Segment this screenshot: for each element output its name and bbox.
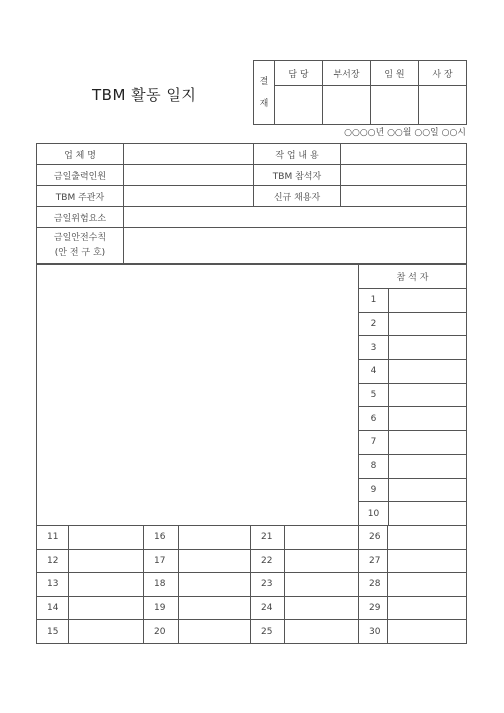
grid-number: 26 <box>359 526 388 550</box>
grid-number: 20 <box>144 620 179 644</box>
grid-signature[interactable] <box>285 573 359 597</box>
signature-box-dept-head[interactable] <box>323 86 371 125</box>
grid-signature[interactable] <box>388 620 467 644</box>
grid-number: 23 <box>251 573 285 597</box>
page-title: TBM 활동 일지 <box>92 86 197 104</box>
approval-label-2: 재 <box>259 98 269 109</box>
approval-table <box>253 60 467 125</box>
main-table <box>36 264 467 526</box>
grid-number: 19 <box>144 596 179 620</box>
attendee-number: 4 <box>359 360 389 384</box>
grid-signature[interactable] <box>179 526 251 550</box>
grid-signature[interactable] <box>179 573 251 597</box>
workers-label: 금일출력인원 <box>37 165 124 186</box>
safety-rules-label <box>37 228 124 264</box>
grid-signature[interactable] <box>285 549 359 573</box>
grid-signature[interactable] <box>285 596 359 620</box>
approval-header-president: 사 장 <box>419 61 467 86</box>
attendee-signature[interactable] <box>389 360 467 384</box>
company-field[interactable] <box>124 144 254 165</box>
safety-rules-label-line2: (안 전 구 호) <box>54 247 106 258</box>
grid-number: 22 <box>251 549 285 573</box>
grid-number: 17 <box>144 549 179 573</box>
attendee-signature[interactable] <box>389 407 467 431</box>
approval-header-dept-head: 부서장 <box>323 61 371 86</box>
grid-signature[interactable] <box>69 596 144 620</box>
grid-signature[interactable] <box>69 526 144 550</box>
attendee-number: 3 <box>359 336 389 360</box>
attendee-signature[interactable] <box>389 478 467 502</box>
grid-signature[interactable] <box>285 526 359 550</box>
info-table <box>36 143 467 264</box>
attendee-signature[interactable] <box>389 502 467 526</box>
signature-box-executive[interactable] <box>371 86 419 125</box>
new-hires-label: 신규 채용자 <box>254 186 341 207</box>
grid-number: 30 <box>359 620 388 644</box>
new-hires-field[interactable] <box>341 186 467 207</box>
attendee-number: 10 <box>359 502 389 526</box>
grid-number: 25 <box>251 620 285 644</box>
company-label: 업 체 명 <box>37 144 124 165</box>
attendee-number: 2 <box>359 312 389 336</box>
attendee-number: 9 <box>359 478 389 502</box>
grid-number: 12 <box>37 549 69 573</box>
grid-number: 13 <box>37 573 69 597</box>
grid-signature[interactable] <box>69 549 144 573</box>
grid-signature[interactable] <box>285 620 359 644</box>
tbm-content-area[interactable] <box>37 265 359 526</box>
approval-header-manager: 담 당 <box>275 61 323 86</box>
attendee-signature[interactable] <box>389 336 467 360</box>
attendee-number: 1 <box>359 289 389 313</box>
date-line: ○○○○년 ○○월 ○○일 ○○시 <box>344 128 466 138</box>
participants-field[interactable] <box>341 165 467 186</box>
approval-label-cell <box>254 61 275 125</box>
grid-number: 11 <box>37 526 69 550</box>
safety-rules-field[interactable] <box>124 228 467 264</box>
grid-signature[interactable] <box>388 526 467 550</box>
signature-box-manager[interactable] <box>275 86 323 125</box>
work-label: 작 업 내 용 <box>254 144 341 165</box>
signature-box-president[interactable] <box>419 86 467 125</box>
grid-number: 21 <box>251 526 285 550</box>
attendee-signature[interactable] <box>389 289 467 313</box>
grid-signature[interactable] <box>179 620 251 644</box>
grid-number: 18 <box>144 573 179 597</box>
grid-signature[interactable] <box>388 596 467 620</box>
grid-number: 16 <box>144 526 179 550</box>
attendee-number: 6 <box>359 407 389 431</box>
grid-number: 28 <box>359 573 388 597</box>
leader-field[interactable] <box>124 186 254 207</box>
grid-number: 27 <box>359 549 388 573</box>
attendee-signature[interactable] <box>389 312 467 336</box>
work-field[interactable] <box>341 144 467 165</box>
attendee-number: 8 <box>359 454 389 478</box>
grid-signature[interactable] <box>69 573 144 597</box>
attendee-number: 5 <box>359 383 389 407</box>
hazards-field[interactable] <box>124 207 467 228</box>
grid-number: 15 <box>37 620 69 644</box>
grid-signature[interactable] <box>69 620 144 644</box>
grid-signature[interactable] <box>388 573 467 597</box>
grid-number: 24 <box>251 596 285 620</box>
grid-number: 29 <box>359 596 388 620</box>
leader-label: TBM 주관자 <box>37 186 124 207</box>
workers-field[interactable] <box>124 165 254 186</box>
attendee-signature[interactable] <box>389 431 467 455</box>
approval-label-1: 결 <box>259 76 269 87</box>
participants-label: TBM 참석자 <box>254 165 341 186</box>
safety-rules-label-line1: 금일안전수칙 <box>53 232 107 243</box>
approval-header-executive: 임 원 <box>371 61 419 86</box>
attendee-signature[interactable] <box>389 454 467 478</box>
attendees-header: 참 석 자 <box>359 265 467 289</box>
attendee-signature[interactable] <box>389 383 467 407</box>
attendee-number: 7 <box>359 431 389 455</box>
grid-signature[interactable] <box>388 549 467 573</box>
grid-number: 14 <box>37 596 69 620</box>
grid-signature[interactable] <box>179 596 251 620</box>
attendee-grid <box>36 525 467 644</box>
grid-signature[interactable] <box>179 549 251 573</box>
hazards-label: 금일위험요소 <box>37 207 124 228</box>
